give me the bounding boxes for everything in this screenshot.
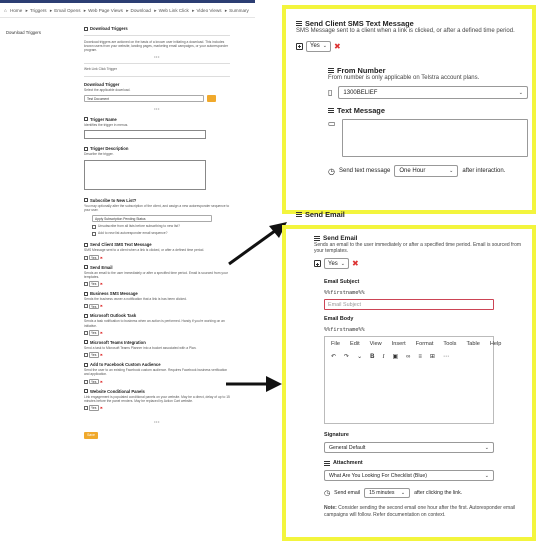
outlook-label: Microsoft Outlook Task (84, 313, 230, 318)
remove-icon[interactable]: ✖ (100, 379, 103, 384)
fb-label: Add to Facebook Custom Audience (84, 362, 230, 367)
italic-icon[interactable]: I (382, 353, 385, 360)
more-icon[interactable]: ⋯ (442, 354, 449, 361)
section-icon (84, 27, 88, 31)
menu-file[interactable]: File (331, 341, 341, 348)
menu-format[interactable]: Format (415, 341, 434, 348)
add-icon[interactable] (84, 331, 88, 335)
chevron-down-icon: ⌄ (484, 472, 489, 479)
image-icon[interactable]: ▣ (392, 354, 399, 361)
subscribe-label: Subscribe to New List? (84, 198, 230, 203)
email-subject-label: Email Subject (324, 279, 360, 286)
breadcrumb-item[interactable]: Web Link Click (158, 8, 189, 13)
sms-label: Send Client SMS Text Message (84, 242, 230, 247)
ellipsis: ••• (154, 419, 160, 425)
text-message-input[interactable] (342, 119, 528, 157)
sms-highlight-panel (282, 5, 536, 219)
remove-icon[interactable]: ✖ (100, 255, 103, 260)
trigger-name-label: Trigger Name (84, 117, 230, 122)
email-yes-select[interactable]: Yes ⌄ (324, 258, 349, 269)
editor-toolbar (325, 351, 493, 362)
next-section-label: Send Email (296, 210, 345, 219)
breadcrumb: ⌂ Home ▸ Triggers ▸ Email Opens ▸ Web Page Views ▸ Download ▸ Web Link Click ▸ Video Views ▸ Summary (4, 8, 249, 13)
text-message-label: Text Message (328, 106, 528, 115)
email-delay-select[interactable]: 15 minutes ⌄ (364, 488, 410, 498)
divider (84, 76, 230, 77)
popup-yes-select[interactable]: Yes (89, 405, 99, 411)
remove-icon[interactable]: ✖ (100, 330, 103, 335)
email-yes-select[interactable]: Yes (89, 281, 99, 287)
remove-icon[interactable]: ✖ (352, 259, 359, 269)
teams-hint: Send a task to Microsoft Teams Planner into a bucket associated with a Plan. (84, 345, 197, 350)
list-icon (84, 198, 88, 202)
download-trigger-label: Download Trigger (84, 82, 120, 88)
trigger-desc-input[interactable] (84, 160, 206, 190)
menu-icon (314, 236, 320, 241)
menu-icon (328, 68, 334, 73)
teams-yes-select[interactable]: Yes (89, 352, 99, 358)
email-subject-input[interactable]: Email Subject (324, 299, 494, 310)
undo-icon[interactable]: ↶ (331, 354, 337, 361)
sms-panel-description: SMS Message sent to a client when a link is clicked, or after a defined time period. (296, 28, 515, 34)
section-header: Download Triggers (84, 26, 230, 31)
list-icon (84, 340, 88, 344)
attachment-label: Attachment (324, 460, 528, 466)
menu-icon (328, 108, 334, 113)
list-icon (84, 292, 88, 296)
download-trigger-hint: Select the applicable download. (84, 88, 131, 93)
remove-icon[interactable]: ✖ (100, 353, 103, 358)
subscribe-select[interactable]: Apply Subscription Pending Status (92, 215, 212, 222)
sms-hint: SMS Message sent to a client when a link is clicked, or after a defined time period. (84, 248, 205, 253)
chevron-down-icon: ⌄ (340, 260, 345, 267)
clock-icon: ◷ (328, 166, 335, 176)
breadcrumb-item[interactable]: Video Views (196, 8, 222, 13)
chevron-down-icon: ⌄ (400, 490, 406, 497)
ellipsis: ••• (154, 105, 160, 111)
add-icon[interactable] (84, 256, 88, 260)
send-delay-select[interactable]: One Hour ⌄ (394, 165, 458, 177)
message-icon: ▭ (328, 119, 336, 129)
body-token: %%firstname%% (324, 327, 365, 334)
link-icon[interactable]: ∞ (406, 353, 411, 360)
chevron-down-icon: ⌄ (449, 168, 454, 175)
email-body-label: Email Body (324, 316, 354, 323)
unsubscribe-checkbox[interactable] (92, 225, 96, 229)
outlook-yes-select[interactable]: Yes (89, 330, 99, 336)
clock-icon: ◷ (324, 490, 331, 498)
chevron-down-icon: ⌄ (518, 89, 523, 96)
download-trigger-form (0, 20, 250, 520)
bold-icon[interactable]: B (370, 353, 375, 360)
add-icon[interactable] (84, 380, 88, 384)
email-highlight-panel (282, 225, 536, 541)
top-stripe (0, 0, 255, 3)
breadcrumb-item[interactable]: Web Page Views (88, 8, 123, 13)
add-icon[interactable] (84, 304, 88, 308)
email-hint: Sends an email to the user immediately or after a specified time period. Email is sourced from your templates. (84, 270, 228, 279)
biz-sms-hint: Sends the business owner a notification that a link is has been clicked. (84, 297, 187, 302)
editor-menubar (325, 337, 502, 351)
add-icon[interactable] (314, 260, 321, 267)
menu-help[interactable]: Help (489, 341, 502, 348)
add-icon[interactable] (84, 353, 88, 357)
chevron-down-icon: ⌄ (322, 43, 327, 50)
add-icon[interactable] (84, 406, 88, 410)
teams-label: Microsoft Teams Integration (84, 340, 230, 345)
email-panel-title: Send Email (314, 235, 528, 242)
list-icon (84, 363, 88, 367)
email-panel-description: Sends an email to the user immediately or after a specified time period. Email is sourced from your templates. (314, 242, 522, 255)
signature-select[interactable]: General Default ⌄ (324, 442, 494, 453)
remove-icon[interactable]: ✖ (100, 406, 103, 411)
divider (84, 63, 230, 64)
email-label: Send Email (84, 265, 230, 270)
popup-hint: Link engagement is populated conditional panels on your website. May be a direct, delay of up to 15 minutes before the panel renders. May be replaced by Action Cart website. (84, 394, 230, 403)
fb-yes-select[interactable]: Yes (89, 379, 99, 385)
side-title: Download Triggers (6, 30, 41, 35)
save-button[interactable]: Save (84, 432, 98, 439)
redo-icon[interactable]: ↷ (344, 354, 350, 361)
breadcrumb-item[interactable]: Triggers (29, 8, 47, 13)
phone-icon: ▯ (328, 88, 333, 98)
intro-text: Download triggers are actioned on the basis of a known user initiating a download. This includes known users from your website, landing pages, marketing email campaigns, or your autoresponder program. (84, 39, 229, 53)
menu-tools[interactable]: Tools (443, 341, 457, 348)
breadcrumb-item[interactable]: Email Opens (54, 8, 81, 13)
list-icon (84, 117, 88, 121)
top-bar (0, 0, 255, 18)
outlook-hint: Sends a task notification to business when an action is performed. Handy if you're working on an initiative. (84, 319, 225, 328)
download-select[interactable]: Test Document (84, 95, 204, 102)
signature-label: Signature (324, 432, 349, 439)
list-icon (84, 314, 88, 318)
list-icon (84, 243, 88, 247)
add-icon[interactable] (84, 282, 88, 286)
send-text-prefix: Send text message (338, 168, 391, 175)
add-icon[interactable] (296, 43, 303, 50)
opt1-label: Unsubscribe from all lists before subscribing to new list? (98, 224, 180, 229)
from-number-hint: From number is only applicable on Telstra account plans. (328, 74, 480, 81)
send-text-suffix: after interaction. (462, 168, 506, 175)
send-email-suffix: after clicking the link. (414, 490, 463, 497)
sms-yes-select[interactable]: Yes (89, 255, 99, 261)
rich-text-editor[interactable] (324, 336, 502, 424)
arrow-to-email-panel (224, 374, 284, 394)
menu-insert[interactable]: Insert (391, 341, 406, 348)
trigger-desc-label: Trigger Description (84, 146, 230, 151)
trigger-name-input[interactable] (84, 130, 206, 139)
remove-icon[interactable]: ✖ (100, 282, 103, 287)
menu-icon (324, 461, 330, 466)
weblink-label: Web Link Click Trigger (84, 67, 117, 72)
sms-yes-select[interactable]: Yes ⌄ (306, 41, 331, 52)
from-number-select[interactable]: 1300BELIEF ⌄ (338, 86, 528, 99)
opt2-label: Add to new list autoresponder email sequence? (98, 231, 168, 236)
divider (84, 35, 230, 36)
list-icon (84, 147, 88, 151)
biz-sms-yes-select[interactable]: Yes (89, 304, 99, 310)
format-select-icon[interactable]: ⌄ (357, 354, 363, 361)
sms-panel-title: Send Client SMS Text Message (296, 19, 528, 28)
arrow-to-sms-panel (225, 218, 290, 268)
chevron-down-icon: ⌄ (484, 444, 489, 451)
subject-token: %%firstname%% (324, 290, 365, 297)
biz-sms-label: Business SMS Message (84, 291, 230, 296)
attachment-select[interactable]: What Are You Looking For Checklist (Blue) ⌄ (324, 470, 494, 481)
trigger-desc-hint: Describe the trigger. (84, 152, 114, 157)
popup-label: Website Conditional Panels (84, 389, 230, 394)
trigger-name-hint: Identifies the trigger in menus. (84, 122, 129, 127)
add-sequence-checkbox[interactable] (92, 232, 96, 236)
subscribe-hint: You may optionally alter the subscription of the client, and assign a new autoresponder sequence to your user. (84, 203, 230, 213)
list-icon (84, 265, 88, 269)
remove-icon[interactable]: ✖ (100, 304, 103, 309)
align-icon[interactable]: ≡ (418, 353, 422, 360)
menu-edit[interactable]: Edit (350, 341, 360, 348)
breadcrumb-home[interactable]: Home (10, 8, 23, 13)
menu-icon (296, 21, 302, 26)
from-number-label: From Number (328, 66, 528, 75)
ellipsis: ••• (154, 53, 160, 59)
add-download-button[interactable] (207, 95, 216, 102)
grid-icon[interactable]: ⊞ (429, 354, 435, 361)
send-email-prefix: Send email (334, 490, 361, 497)
form-column (84, 26, 230, 439)
menu-view[interactable]: View (369, 341, 382, 348)
remove-icon[interactable]: ✖ (334, 41, 341, 51)
home-icon[interactable]: ⌂ (4, 8, 7, 13)
fb-hint: Send the user to an existing Facebook custom audience. Requires Facebook business verification and application. (84, 368, 228, 377)
list-icon (84, 389, 88, 393)
breadcrumb-item[interactable]: Download (130, 8, 151, 13)
menu-table[interactable]: Table (466, 341, 480, 348)
menu-icon (296, 212, 302, 217)
breadcrumb-item[interactable]: Summary (229, 8, 249, 13)
email-note: Note: Consider sending the second email one hour after the first. Autoresponder email campaigns will follow. Refer documentation on context. (324, 505, 516, 518)
